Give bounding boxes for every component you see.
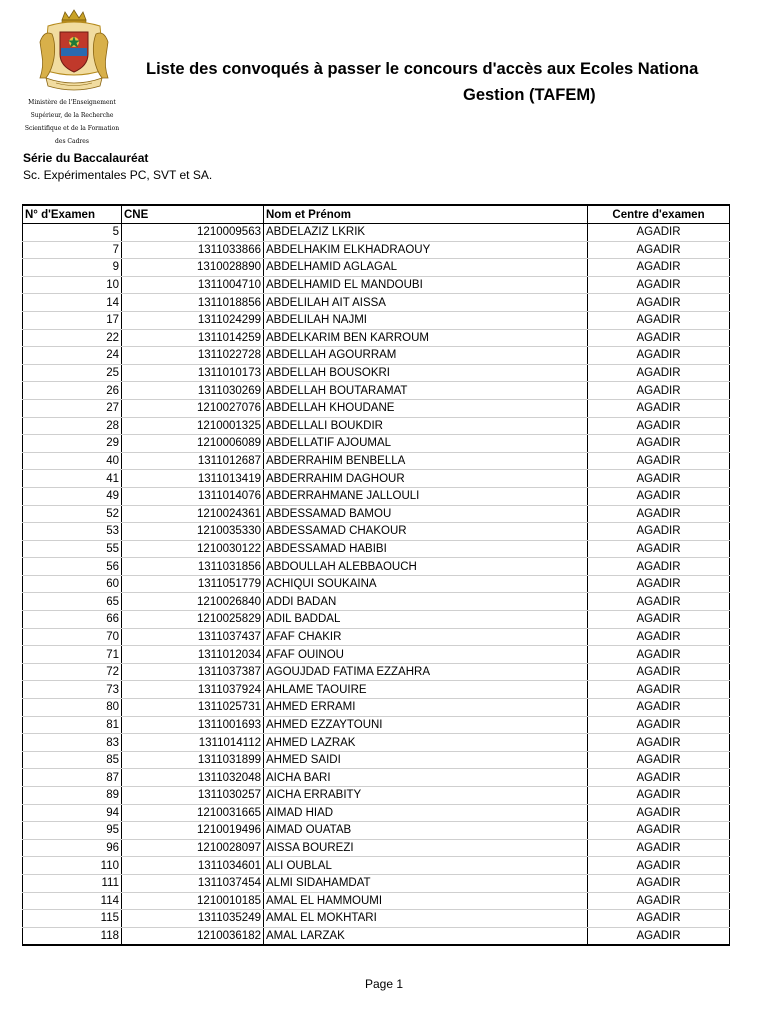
name-cell: AFAF CHAKIR xyxy=(264,628,588,646)
page-number: Page 1 xyxy=(364,977,404,991)
table-row xyxy=(23,751,730,769)
name-cell: ABDELLAH AGOURRAM xyxy=(264,347,588,365)
exam-centre-cell: AGADIR xyxy=(588,241,730,259)
table-row xyxy=(23,699,730,717)
candidates-table xyxy=(22,204,730,946)
cne-cell: 1311024299 xyxy=(122,311,264,329)
cne-cell: 1311001693 xyxy=(122,716,264,734)
name-cell: ABDOULLAH ALEBBAOUCH xyxy=(264,558,588,576)
exam-number-cell: 25 xyxy=(23,364,122,382)
table-row xyxy=(23,417,730,435)
exam-number-cell: 70 xyxy=(23,628,122,646)
coat-of-arms-icon xyxy=(34,8,114,92)
name-cell: ABDELHAMID EL MANDOUBI xyxy=(264,276,588,294)
table-row xyxy=(23,329,730,347)
cne-cell: 1311012034 xyxy=(122,646,264,664)
cne-cell: 1210019496 xyxy=(122,822,264,840)
table-row xyxy=(23,399,730,417)
exam-number-cell: 111 xyxy=(23,874,122,892)
cne-cell: 1210035330 xyxy=(122,523,264,541)
exam-number-cell: 28 xyxy=(23,417,122,435)
cne-cell: 1311037387 xyxy=(122,663,264,681)
table-row xyxy=(23,663,730,681)
exam-centre-cell: AGADIR xyxy=(588,575,730,593)
exam-number-cell: 94 xyxy=(23,804,122,822)
exam-centre-cell: AGADIR xyxy=(588,874,730,892)
cne-cell: 1311012687 xyxy=(122,452,264,470)
exam-number-cell: 115 xyxy=(23,910,122,928)
table-row xyxy=(23,822,730,840)
exam-centre-cell: AGADIR xyxy=(588,435,730,453)
cne-cell: 1210006089 xyxy=(122,435,264,453)
ministry-line: Supérieur, de la Recherche xyxy=(30,112,114,119)
table-row xyxy=(23,224,730,242)
name-cell: ABDERRAHIM BENBELLA xyxy=(264,452,588,470)
exam-centre-cell: AGADIR xyxy=(588,505,730,523)
table-row xyxy=(23,839,730,857)
cne-cell: 1311033866 xyxy=(122,241,264,259)
table-row xyxy=(23,558,730,576)
table-row xyxy=(23,294,730,312)
table-row xyxy=(23,470,730,488)
exam-centre-cell: AGADIR xyxy=(588,787,730,805)
table-row xyxy=(23,505,730,523)
table-row xyxy=(23,276,730,294)
name-cell: ABDELLALI BOUKDIR xyxy=(264,417,588,435)
name-cell: AIMAD HIAD xyxy=(264,804,588,822)
exam-centre-cell: AGADIR xyxy=(588,927,730,945)
exam-centre-cell: AGADIR xyxy=(588,769,730,787)
table-row xyxy=(23,575,730,593)
name-cell: ABDELHAMID AGLAGAL xyxy=(264,259,588,277)
table-header-row xyxy=(23,205,730,224)
table-row xyxy=(23,681,730,699)
table-row xyxy=(23,593,730,611)
name-cell: ABDERRAHIM DAGHOUR xyxy=(264,470,588,488)
cne-cell: 1311037454 xyxy=(122,874,264,892)
header-exam-centre: Centre d'examen xyxy=(588,205,730,224)
exam-centre-cell: AGADIR xyxy=(588,611,730,629)
name-cell: ABDELHAKIM ELKHADRAOUY xyxy=(264,241,588,259)
exam-number-cell: 40 xyxy=(23,452,122,470)
table-row xyxy=(23,311,730,329)
table-row xyxy=(23,804,730,822)
exam-number-cell: 71 xyxy=(23,646,122,664)
exam-centre-cell: AGADIR xyxy=(588,734,730,752)
exam-number-cell: 17 xyxy=(23,311,122,329)
name-cell: AISSA BOUREZI xyxy=(264,839,588,857)
serie-label: Série du Baccalauréat xyxy=(23,151,149,165)
exam-centre-cell: AGADIR xyxy=(588,452,730,470)
name-cell: AHMED ERRAMI xyxy=(264,699,588,717)
name-cell: AHMED LAZRAK xyxy=(264,734,588,752)
exam-number-cell: 72 xyxy=(23,663,122,681)
exam-number-cell: 66 xyxy=(23,611,122,629)
table-row xyxy=(23,910,730,928)
exam-centre-cell: AGADIR xyxy=(588,294,730,312)
exam-number-cell: 83 xyxy=(23,734,122,752)
name-cell: ALI OUBLAL xyxy=(264,857,588,875)
exam-centre-cell: AGADIR xyxy=(588,663,730,681)
cne-cell: 1311022728 xyxy=(122,347,264,365)
exam-centre-cell: AGADIR xyxy=(588,910,730,928)
cne-cell: 1210001325 xyxy=(122,417,264,435)
cne-cell: 1311014259 xyxy=(122,329,264,347)
exam-number-cell: 65 xyxy=(23,593,122,611)
name-cell: ABDELLAH BOUTARAMAT xyxy=(264,382,588,400)
name-cell: ABDELLATIF AJOUMAL xyxy=(264,435,588,453)
cne-cell: 1311014076 xyxy=(122,487,264,505)
ministry-line: des Cadres xyxy=(55,138,89,145)
exam-number-cell: 29 xyxy=(23,435,122,453)
exam-number-cell: 60 xyxy=(23,575,122,593)
exam-number-cell: 52 xyxy=(23,505,122,523)
name-cell: ABDESSAMAD CHAKOUR xyxy=(264,523,588,541)
header-exam-number: N° d'Examen xyxy=(23,205,122,224)
table-row xyxy=(23,857,730,875)
exam-number-cell: 26 xyxy=(23,382,122,400)
table-row xyxy=(23,259,730,277)
name-cell: AHMED EZZAYTOUNI xyxy=(264,716,588,734)
table-row xyxy=(23,241,730,259)
table-row xyxy=(23,452,730,470)
exam-centre-cell: AGADIR xyxy=(588,716,730,734)
exam-number-cell: 7 xyxy=(23,241,122,259)
exam-centre-cell: AGADIR xyxy=(588,382,730,400)
exam-centre-cell: AGADIR xyxy=(588,364,730,382)
cne-cell: 1210036182 xyxy=(122,927,264,945)
cne-cell: 1311031856 xyxy=(122,558,264,576)
name-cell: AHMED SAIDI xyxy=(264,751,588,769)
exam-number-cell: 73 xyxy=(23,681,122,699)
exam-number-cell: 22 xyxy=(23,329,122,347)
cne-cell: 1311035249 xyxy=(122,910,264,928)
exam-centre-cell: AGADIR xyxy=(588,347,730,365)
table-row xyxy=(23,734,730,752)
table-row xyxy=(23,523,730,541)
name-cell: ABDESSAMAD HABIBI xyxy=(264,540,588,558)
table-row xyxy=(23,646,730,664)
name-cell: ABDELILAH NAJMI xyxy=(264,311,588,329)
name-cell: ABDESSAMAD BAMOU xyxy=(264,505,588,523)
exam-centre-cell: AGADIR xyxy=(588,470,730,488)
exam-centre-cell: AGADIR xyxy=(588,699,730,717)
table-row xyxy=(23,487,730,505)
cne-cell: 1311013419 xyxy=(122,470,264,488)
name-cell: AICHA ERRABITY xyxy=(264,787,588,805)
cne-cell: 1210027076 xyxy=(122,399,264,417)
cne-cell: 1311004710 xyxy=(122,276,264,294)
table-row xyxy=(23,769,730,787)
exam-number-cell: 96 xyxy=(23,839,122,857)
cne-cell: 1210009563 xyxy=(122,224,264,242)
exam-centre-cell: AGADIR xyxy=(588,646,730,664)
exam-number-cell: 53 xyxy=(23,523,122,541)
table-row xyxy=(23,787,730,805)
ministry-name xyxy=(22,96,122,148)
exam-number-cell: 87 xyxy=(23,769,122,787)
title-line-1: Liste des convoqués à passer le concours d'accès aux Ecoles Nationa xyxy=(146,60,699,78)
name-cell: ABDELILAH AIT AISSA xyxy=(264,294,588,312)
name-cell: AIMAD OUATAB xyxy=(264,822,588,840)
name-cell: ACHIQUI SOUKAINA xyxy=(264,575,588,593)
cne-cell: 1210031665 xyxy=(122,804,264,822)
ministry-line: Ministère de l'Enseignement xyxy=(28,99,116,106)
cne-cell: 1311014112 xyxy=(122,734,264,752)
exam-centre-cell: AGADIR xyxy=(588,523,730,541)
header-name: Nom et Prénom xyxy=(264,205,588,224)
table-row xyxy=(23,874,730,892)
exam-centre-cell: AGADIR xyxy=(588,417,730,435)
exam-number-cell: 85 xyxy=(23,751,122,769)
exam-centre-cell: AGADIR xyxy=(588,487,730,505)
name-cell: ABDELAZIZ LKRIK xyxy=(264,224,588,242)
cne-cell: 1210026840 xyxy=(122,593,264,611)
exam-centre-cell: AGADIR xyxy=(588,857,730,875)
exam-centre-cell: AGADIR xyxy=(588,681,730,699)
exam-number-cell: 5 xyxy=(23,224,122,242)
exam-number-cell: 9 xyxy=(23,259,122,277)
exam-centre-cell: AGADIR xyxy=(588,593,730,611)
exam-centre-cell: AGADIR xyxy=(588,892,730,910)
name-cell: AICHA BARI xyxy=(264,769,588,787)
exam-centre-cell: AGADIR xyxy=(588,259,730,277)
exam-number-cell: 49 xyxy=(23,487,122,505)
exam-centre-cell: AGADIR xyxy=(588,804,730,822)
exam-centre-cell: AGADIR xyxy=(588,558,730,576)
cne-cell: 1311018856 xyxy=(122,294,264,312)
name-cell: ABDELLAH KHOUDANE xyxy=(264,399,588,417)
table-row xyxy=(23,716,730,734)
header-cne: CNE xyxy=(122,205,264,224)
exam-centre-cell: AGADIR xyxy=(588,628,730,646)
exam-number-cell: 95 xyxy=(23,822,122,840)
exam-number-cell: 27 xyxy=(23,399,122,417)
exam-number-cell: 114 xyxy=(23,892,122,910)
exam-centre-cell: AGADIR xyxy=(588,839,730,857)
cne-cell: 1210025829 xyxy=(122,611,264,629)
cne-cell: 1210024361 xyxy=(122,505,264,523)
name-cell: ALMI SIDAHAMDAT xyxy=(264,874,588,892)
name-cell: AGOUJDAD FATIMA EZZAHRA xyxy=(264,663,588,681)
name-cell: AMAL EL HAMMOUMI xyxy=(264,892,588,910)
exam-number-cell: 110 xyxy=(23,857,122,875)
name-cell: AMAL EL MOKHTARI xyxy=(264,910,588,928)
exam-number-cell: 81 xyxy=(23,716,122,734)
exam-number-cell: 55 xyxy=(23,540,122,558)
name-cell: AMAL LARZAK xyxy=(264,927,588,945)
table-row xyxy=(23,382,730,400)
cne-cell: 1311031899 xyxy=(122,751,264,769)
exam-centre-cell: AGADIR xyxy=(588,329,730,347)
exam-number-cell: 56 xyxy=(23,558,122,576)
cne-cell: 1311032048 xyxy=(122,769,264,787)
table-row xyxy=(23,611,730,629)
exam-number-cell: 24 xyxy=(23,347,122,365)
cne-cell: 1210030122 xyxy=(122,540,264,558)
table-row xyxy=(23,364,730,382)
exam-centre-cell: AGADIR xyxy=(588,311,730,329)
exam-number-cell: 118 xyxy=(23,927,122,945)
cne-cell: 1210028097 xyxy=(122,839,264,857)
cne-cell: 1311025731 xyxy=(122,699,264,717)
cne-cell: 1311037437 xyxy=(122,628,264,646)
name-cell: ADIL BADDAL xyxy=(264,611,588,629)
table-row xyxy=(23,347,730,365)
exam-centre-cell: AGADIR xyxy=(588,822,730,840)
title-line-2: Gestion (TAFEM) xyxy=(463,86,596,104)
document-title xyxy=(120,60,768,110)
name-cell: AFAF OUINOU xyxy=(264,646,588,664)
exam-centre-cell: AGADIR xyxy=(588,276,730,294)
cne-cell: 1311030257 xyxy=(122,787,264,805)
table-row xyxy=(23,927,730,945)
name-cell: ABDELLAH BOUSOKRI xyxy=(264,364,588,382)
ministry-line: Scientifique et de la Formation xyxy=(24,125,120,132)
table-row xyxy=(23,628,730,646)
cne-cell: 1311037924 xyxy=(122,681,264,699)
exam-centre-cell: AGADIR xyxy=(588,399,730,417)
cne-cell: 1311034601 xyxy=(122,857,264,875)
cne-cell: 1210010185 xyxy=(122,892,264,910)
exam-centre-cell: AGADIR xyxy=(588,224,730,242)
exam-number-cell: 41 xyxy=(23,470,122,488)
serie-value: Sc. Expérimentales PC, SVT et SA. xyxy=(23,168,213,182)
exam-centre-cell: AGADIR xyxy=(588,751,730,769)
table-row xyxy=(23,540,730,558)
cne-cell: 1310028890 xyxy=(122,259,264,277)
cne-cell: 1311010173 xyxy=(122,364,264,382)
name-cell: AHLAME TAOUIRE xyxy=(264,681,588,699)
exam-number-cell: 10 xyxy=(23,276,122,294)
exam-number-cell: 14 xyxy=(23,294,122,312)
name-cell: ABDELKARIM BEN KARROUM xyxy=(264,329,588,347)
cne-cell: 1311051779 xyxy=(122,575,264,593)
table-row xyxy=(23,435,730,453)
exam-number-cell: 89 xyxy=(23,787,122,805)
table-row xyxy=(23,892,730,910)
exam-centre-cell: AGADIR xyxy=(588,540,730,558)
exam-number-cell: 80 xyxy=(23,699,122,717)
cne-cell: 1311030269 xyxy=(122,382,264,400)
name-cell: ADDI BADAN xyxy=(264,593,588,611)
name-cell: ABDERRAHMANE JALLOULI xyxy=(264,487,588,505)
